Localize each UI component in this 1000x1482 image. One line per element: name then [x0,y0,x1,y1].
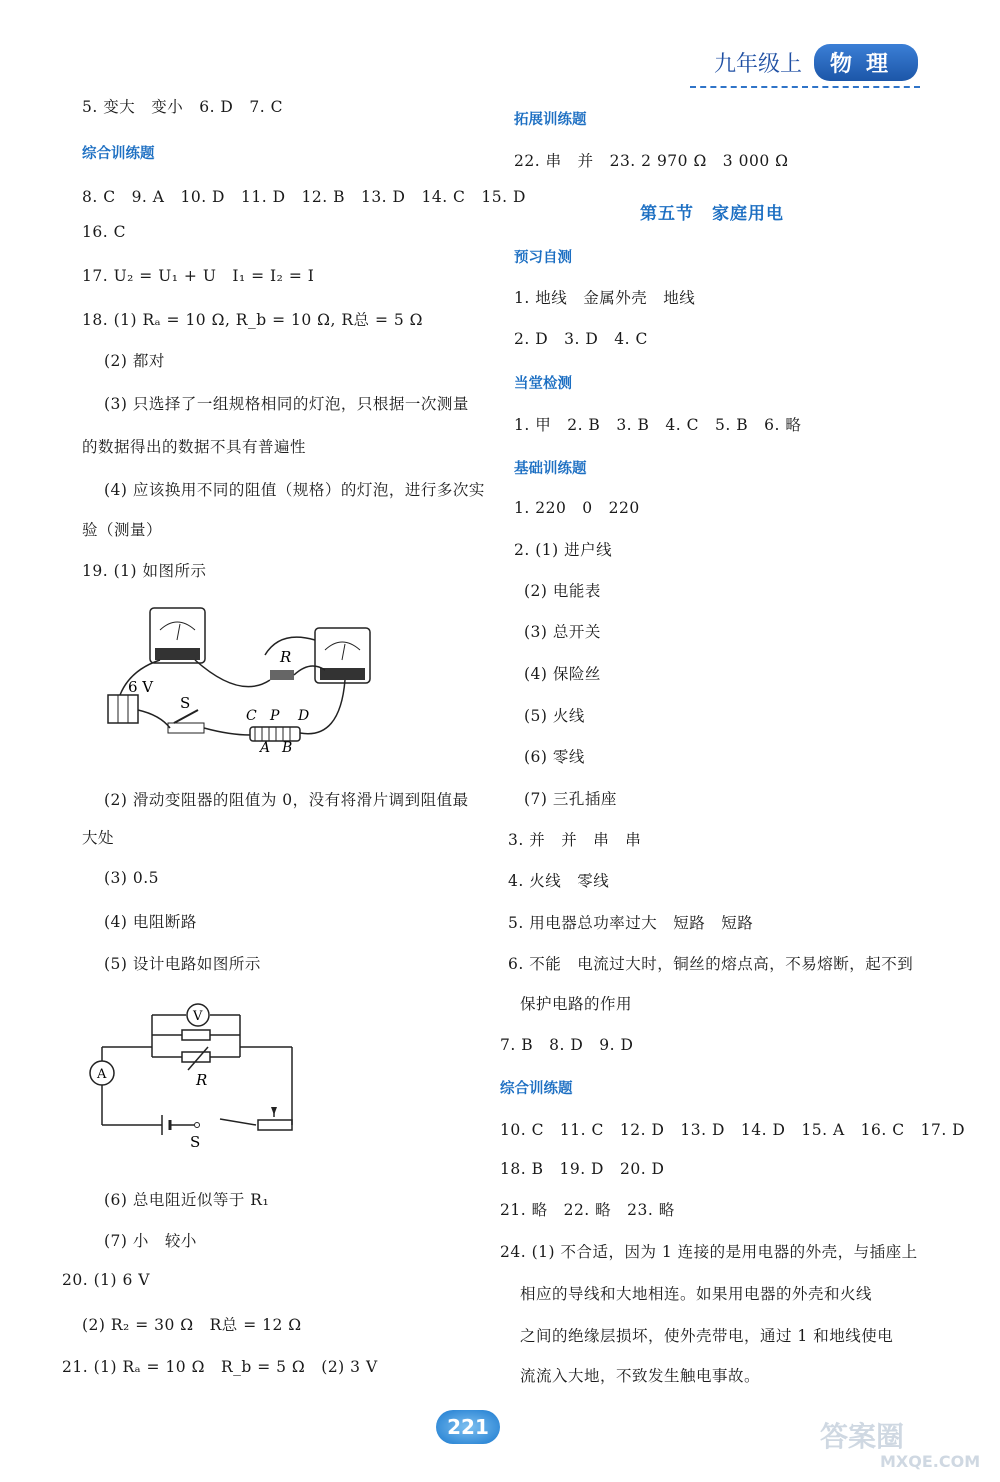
answer-line: (6) 零线 [524,748,585,766]
answer-line: 21. 略 22. 略 23. 略 [500,1201,675,1219]
answer-line: (4) 保险丝 [524,665,601,683]
answer-line: 22. 串 并 23. 2 970 Ω 3 000 Ω [514,152,789,170]
switch-label: S [190,1133,201,1151]
rheostat-icon [250,727,300,741]
answer-line: 5. 用电器总功率过大 短路 短路 [508,914,754,932]
answer-line: 1. 地线 金属外壳 地线 [514,289,696,307]
answer-line: (4) 电阻断路 [104,913,197,931]
section-heading: 基础训练题 [514,461,587,477]
answer-line: (2) 滑动变阻器的阻值为 0，没有将滑片调到阻值最 [104,791,469,809]
page-header [714,44,918,80]
watermark-logo: 答案圈 [820,1420,905,1453]
answer-line: (2) R₂ = 30 Ω R总 = 12 Ω [82,1316,302,1334]
answer-line: 相应的导线和大地相连。如果用电器的外壳和火线 [520,1285,873,1303]
answer-line: 21. (1) Rₐ = 10 Ω R_b = 5 Ω (2) 3 V [62,1358,378,1376]
section-heading: 当堂检测 [514,376,572,392]
switch-label: S [180,694,191,712]
battery-icon [108,695,138,723]
resistor-label: R [196,1071,208,1089]
answer-line: 18. (1) Rₐ = 10 Ω, R_b = 10 Ω, R总 = 5 Ω [82,311,423,329]
battery-label: 6 V [128,678,154,696]
voltmeter-label: V [193,1009,203,1024]
answer-line: 17. U₂ = U₁ + U I₁ = I₂ = I [82,267,315,285]
answer-line: (7) 小 较小 [104,1232,197,1250]
circuit-figure-2 [86,995,306,1155]
answer-line: (2) 电能表 [524,582,601,600]
answer-line: 5. 变大 变小 6. D 7. C [82,98,283,116]
section-title: 第五节 家庭用电 [640,204,784,224]
terminal-p-label: P [270,708,280,724]
watermark-url: MXQE.COM [880,1452,981,1471]
answer-line: 16. C [82,223,126,241]
answer-line: 验（测量） [82,521,163,539]
header-divider [690,86,920,88]
ammeter-label: A [97,1067,107,1082]
answer-line: (3) 总开关 [524,623,601,641]
terminal-d-label: D [298,708,310,724]
section-heading: 拓展训练题 [514,112,587,128]
answer-line: 的数据得出的数据不具有普遍性 [82,438,307,456]
answer-line: (5) 设计电路如图所示 [104,955,261,973]
resistor-label: R [280,648,292,666]
answer-line: 20. (1) 6 V [62,1271,150,1289]
answer-line: 2. (1) 进户线 [514,541,613,559]
subject-badge: 物理 [814,44,918,81]
answer-line: 7. B 8. D 9. D [500,1036,634,1054]
answer-line: 1. 220 0 220 [514,499,640,517]
answer-line: 1. 甲 2. B 3. B 4. C 5. B 6. 略 [514,416,802,434]
answer-line: (3) 0.5 [104,869,160,887]
answer-line: 6. 不能 电流过大时，铜丝的熔点高，不易熔断，起不到 [508,955,914,973]
answer-line: 10. C 11. C 12. D 13. D 14. D 15. A 16. C 17. D [500,1121,966,1139]
answer-line: 19. (1) 如图所示 [82,562,207,580]
answer-line: 24. (1) 不合适，因为 1 连接的是用电器的外壳，与插座上 [500,1243,918,1261]
answer-line: 2. D 3. D 4. C [514,330,648,348]
answer-line: 保护电路的作用 [520,995,633,1013]
terminal-a-label: A [260,740,271,756]
answer-line: (5) 火线 [524,707,585,725]
answer-line: (3) 只选择了一组规格相同的灯泡，只根据一次测量 [104,395,469,413]
resistor-fixed-icon [182,1030,210,1040]
section-heading: 综合训练题 [82,146,155,162]
resistor-icon [270,670,294,680]
answer-line: (4) 应该换用不同的阻值（规格）的灯泡，进行多次实 [104,481,485,499]
answer-line: 8. C 9. A 10. D 11. D 12. B 13. D 14. C 15. D [82,188,526,206]
answer-line: (6) 总电阻近似等于 R₁ [104,1191,270,1209]
switch-icon [168,723,204,733]
terminal-c-label: C [246,708,257,724]
answer-line: 大处 [82,829,115,847]
section-heading: 综合训练题 [500,1081,573,1097]
answer-line: 之间的绝缘层损坏，使外壳带电，通过 1 和地线使电 [520,1327,894,1345]
answer-line: 4. 火线 零线 [508,872,610,890]
answer-line: (7) 三孔插座 [524,790,617,808]
answer-line: 流流入大地，不致发生触电事故。 [520,1367,761,1385]
section-heading: 预习自测 [514,250,572,266]
answer-line: 3. 并 并 串 串 [508,831,642,849]
answer-line: (2) 都对 [104,352,165,370]
answer-line: 18. B 19. D 20. D [500,1160,665,1178]
terminal-b-label: B [282,740,293,756]
rheostat-icon [258,1120,292,1130]
circuit-figure-1 [100,600,390,760]
page-number: 221 [436,1410,500,1444]
grade-label: 九年级上 [713,51,802,77]
